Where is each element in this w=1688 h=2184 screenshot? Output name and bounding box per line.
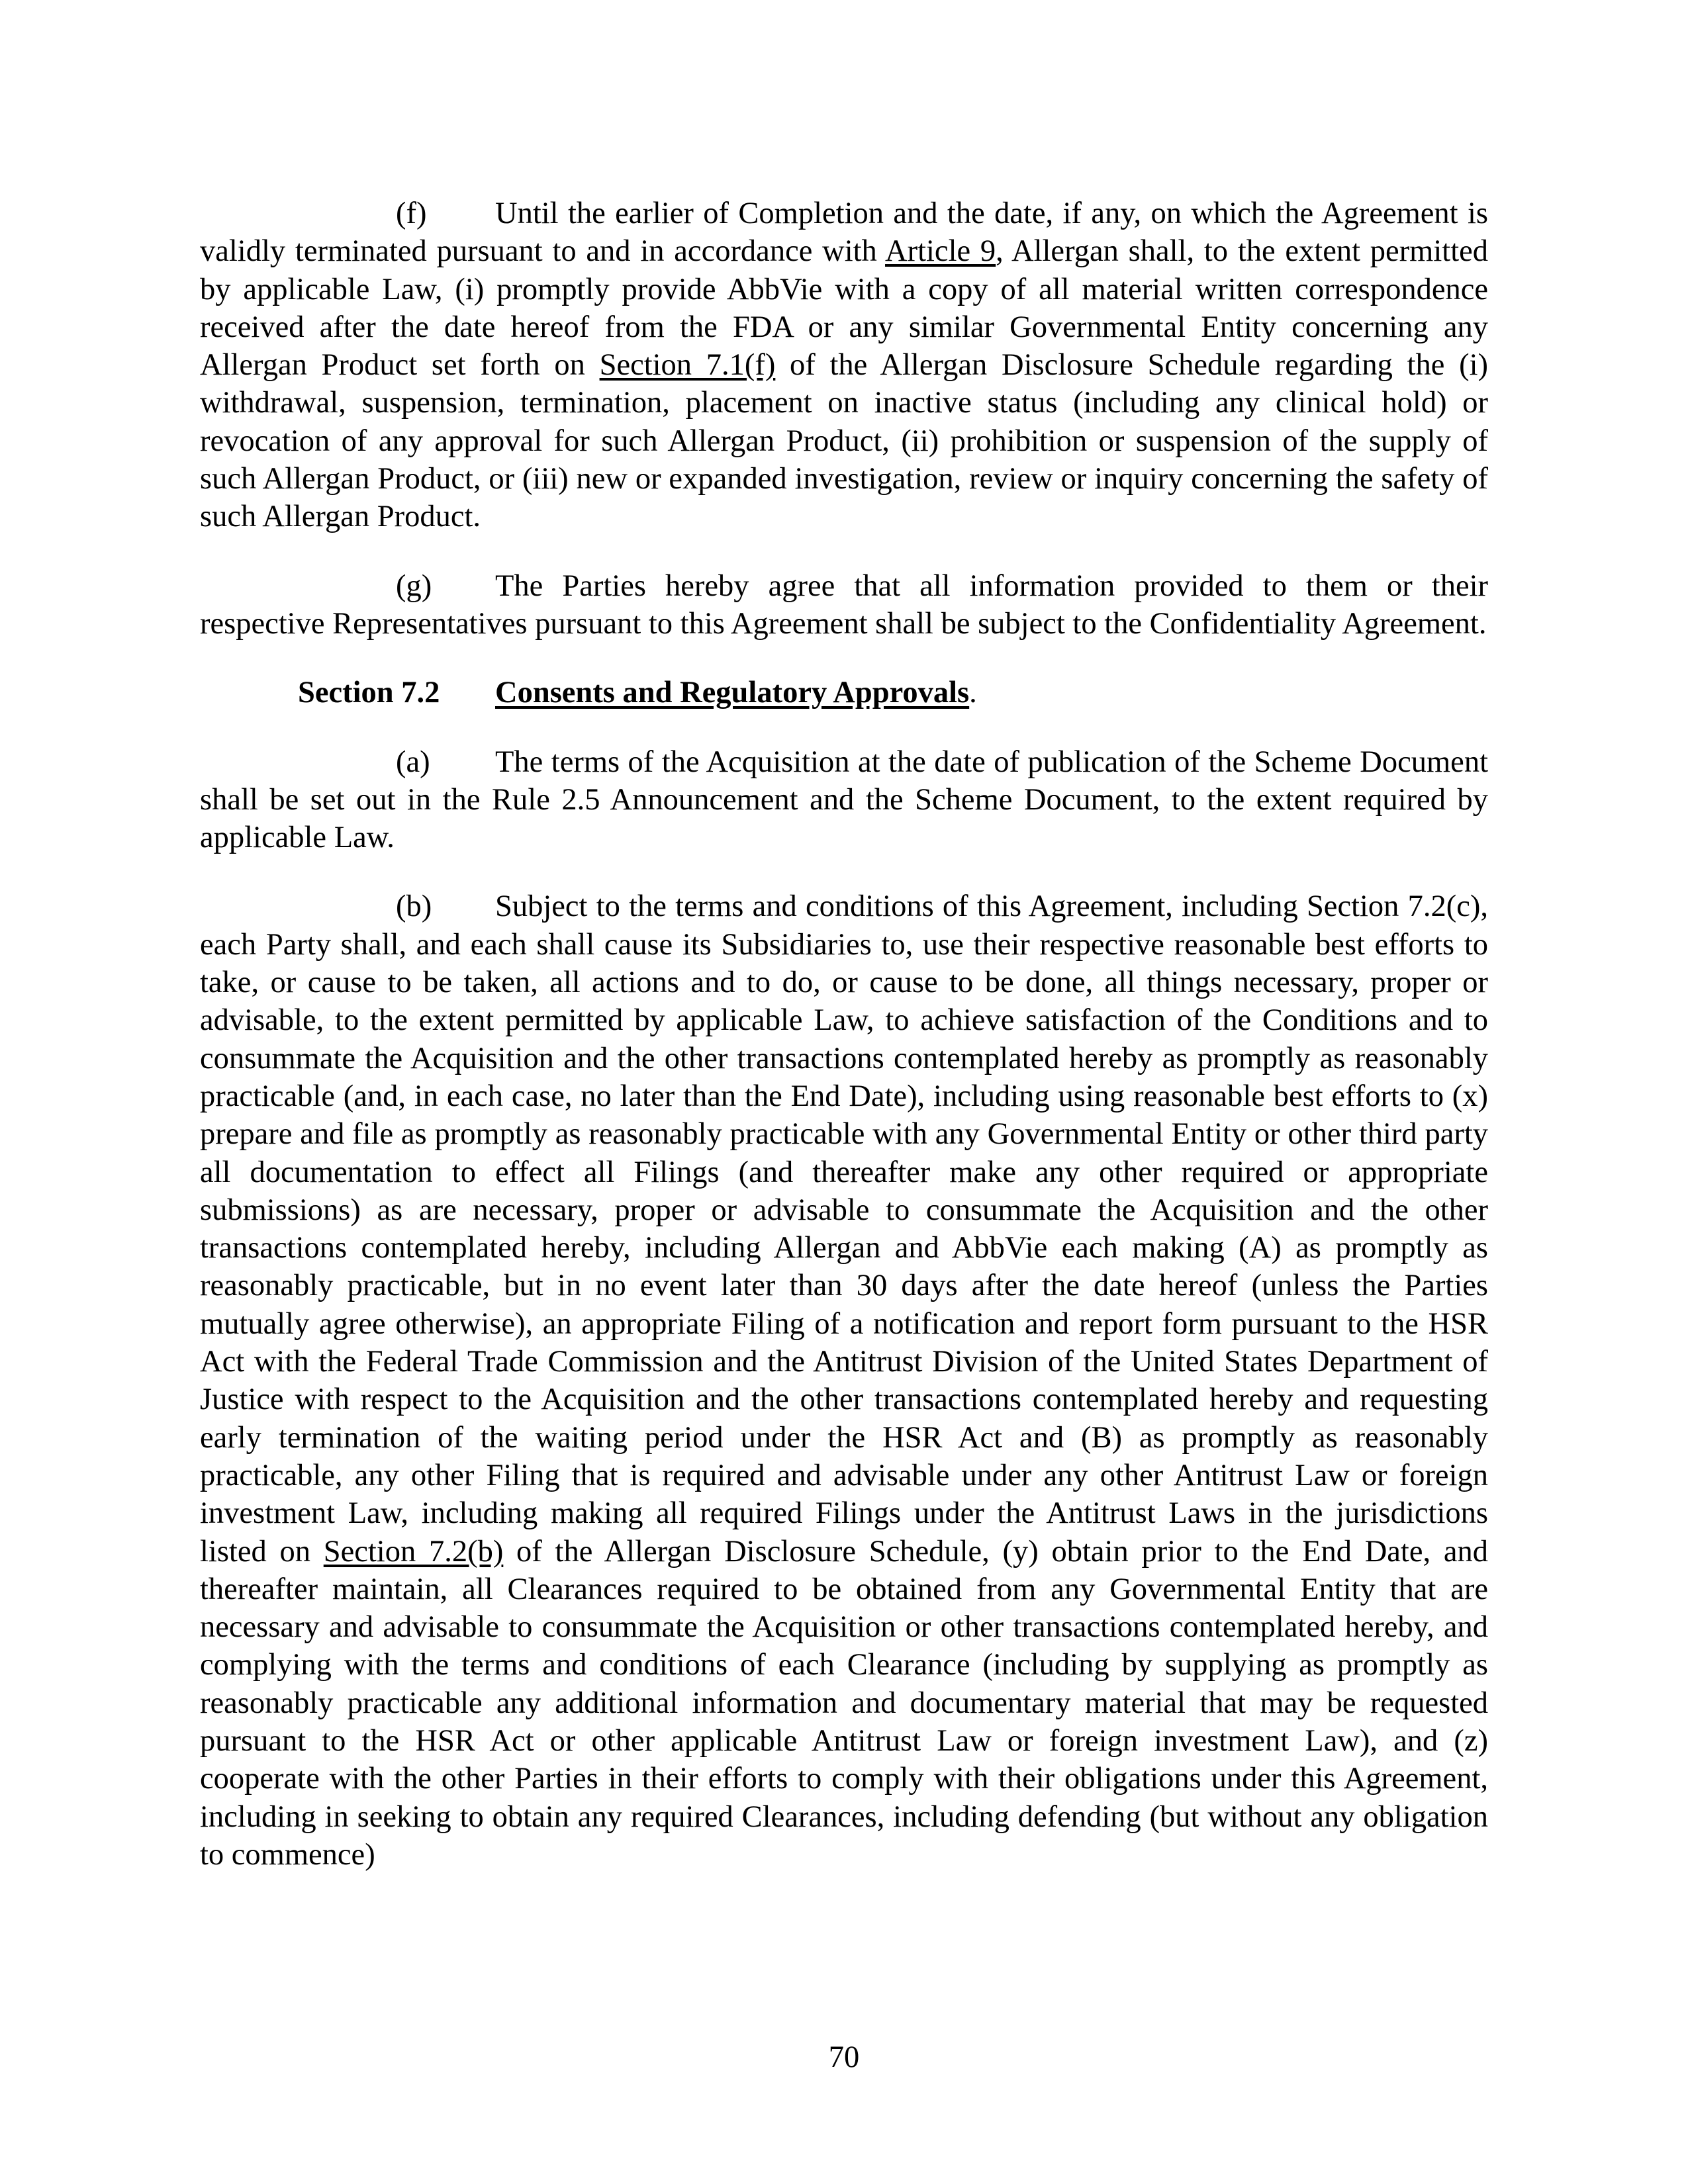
section-7-1-f-reference: Section 7.1(f) xyxy=(599,348,776,383)
paragraph-b-text-1: Subject to the terms and conditions of this Agreement, including Section 7.2(c), each Party shall, and each shall cause its Subsidiaries to, use their respective reasonable best efforts to take, or cause to be taken, all actions and to do, or cause to be done, all things necessary, proper or advisable, to the extent permitted by applicable Law, to achieve satisfaction of the Conditions and to consummate the Acquisition and the other transactions contemplated hereby as promptly as reasonably practicable (and, in each case, no later than the End Date), including using reasonable best efforts to (x) prepare and file as promptly as reasonably practicable with any Governmental Entity or other third party all documentation to effect all Filings (and thereafter make any other required or appropriate submissions) as are necessary, proper or advisable to consummate the Acquisition and the other transactions contemplated hereby, including Allergan and AbbVie each making (A) as promptly as reasonably practicable, but in no event later than 30 days after the date hereof (unless the Parties mutually agree otherwise), an appropriate Filing of a notification and report form pursuant to the HSR Act with the Federal Trade Commission and the Antitrust Division of the United States Department of Justice with respect to the Acquisition and the other transactions contemplated hereby and requesting early termination of the waiting period under the HSR Act and (B) as promptly as reasonably practicable, any other Filing that is required and advisable under any other Antitrust Law or foreign investment Law, including making all required Filings under the Antitrust Laws in the jurisdictions listed on xyxy=(200,889,1488,1569)
paragraph-b-text-2: of the Allergan Disclosure Schedule, (y) obtain prior to the End Date, and thereafter maintain, all Clearances required to be obtained from any Governmental Entity that are necessary and advisable to consummate the Acquisition or other transactions contemplated hereby, and complying with the terms and conditions of each Clearance (including by supplying as promptly as reasonably practicable any additional information and documentary material that may be requested pursuant to the HSR Act or other applicable Antitrust Law or foreign investment Law), and (z) cooperate with the other Parties in their efforts to comply with their obligations under this Agreement, including in seeking to obtain any required Clearances, including defending (but without any obligation to commence) xyxy=(200,1534,1488,1872)
section-number: Section 7.2 xyxy=(298,676,440,710)
page-number: 70 xyxy=(828,2040,860,2074)
article-9-reference: Article 9 xyxy=(885,234,996,269)
paragraph-f xyxy=(200,195,1488,536)
paragraph-f-text-2: , Allergan shall, to the extent permitted by applicable Law, (i) promptly provide AbbVie with a copy of all material written correspondence received after the date hereof from the FDA or any similar Governmental Entity concerning any Allergan Product set forth on xyxy=(200,234,1488,383)
paragraph-a-text: The terms of the Acquisition at the date of publication of the Scheme Document shall be set out in the Rule 2.5 Announcement and the Scheme Document, to the extent required by applicable Law. xyxy=(200,745,1488,855)
section-heading xyxy=(200,674,1488,711)
paragraph-b xyxy=(200,887,1488,1874)
section-title: Consents and Regulatory Approvals xyxy=(495,676,970,710)
paragraph-g-text: The Parties hereby agree that all information provided to them or their respective Representatives pursuant to this Agreement shall be subject to the Confidentiality Agreement. xyxy=(200,569,1488,641)
paragraph-g xyxy=(200,567,1488,643)
paragraph-f-text-1: Until the earlier of Completion and the date, if any, on which the Agreement is validly terminated pursuant to and in accordance with xyxy=(200,197,1488,269)
paragraph-a xyxy=(200,743,1488,857)
paragraph-b-marker: (b) xyxy=(396,889,432,924)
paragraph-f-marker: (f) xyxy=(396,197,427,230)
section-title-period: . xyxy=(969,676,977,710)
paragraph-g-marker: (g) xyxy=(396,569,432,603)
paragraph-f-text-3: of the Allergan Disclosure Schedule regarding the (i) withdrawal, suspension, termination, placement on inactive status (including any clinical hold) or revocation of any approval for such Allergan Product, (ii) prohibition or suspension of the supply of such Allergan Product, or (iii) new or expanded investigation, review or inquiry concerning the safety of such Allergan Product. xyxy=(200,348,1488,534)
document-page xyxy=(200,195,1488,1905)
paragraph-a-marker: (a) xyxy=(396,745,430,779)
section-7-2-b-reference: Section 7.2(b) xyxy=(323,1534,504,1569)
